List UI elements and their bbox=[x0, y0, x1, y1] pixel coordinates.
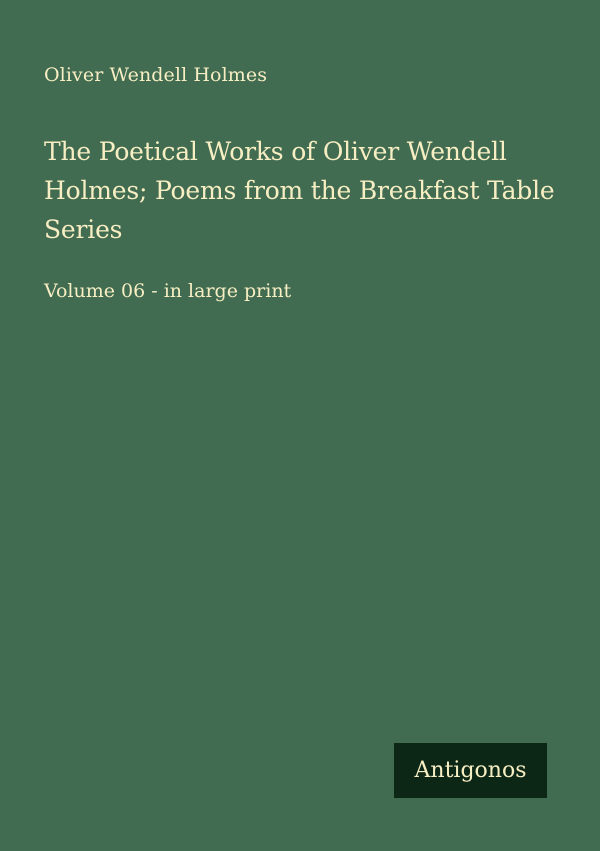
book-title: The Poetical Works of Oliver Wendell Holmes; Poems from the Breakfast Table Series bbox=[44, 137, 555, 244]
volume-subtitle: Volume 06 - in large print bbox=[44, 280, 292, 302]
author-name: Oliver Wendell Holmes bbox=[44, 64, 268, 86]
publisher-logo: Antigonos bbox=[394, 743, 547, 798]
